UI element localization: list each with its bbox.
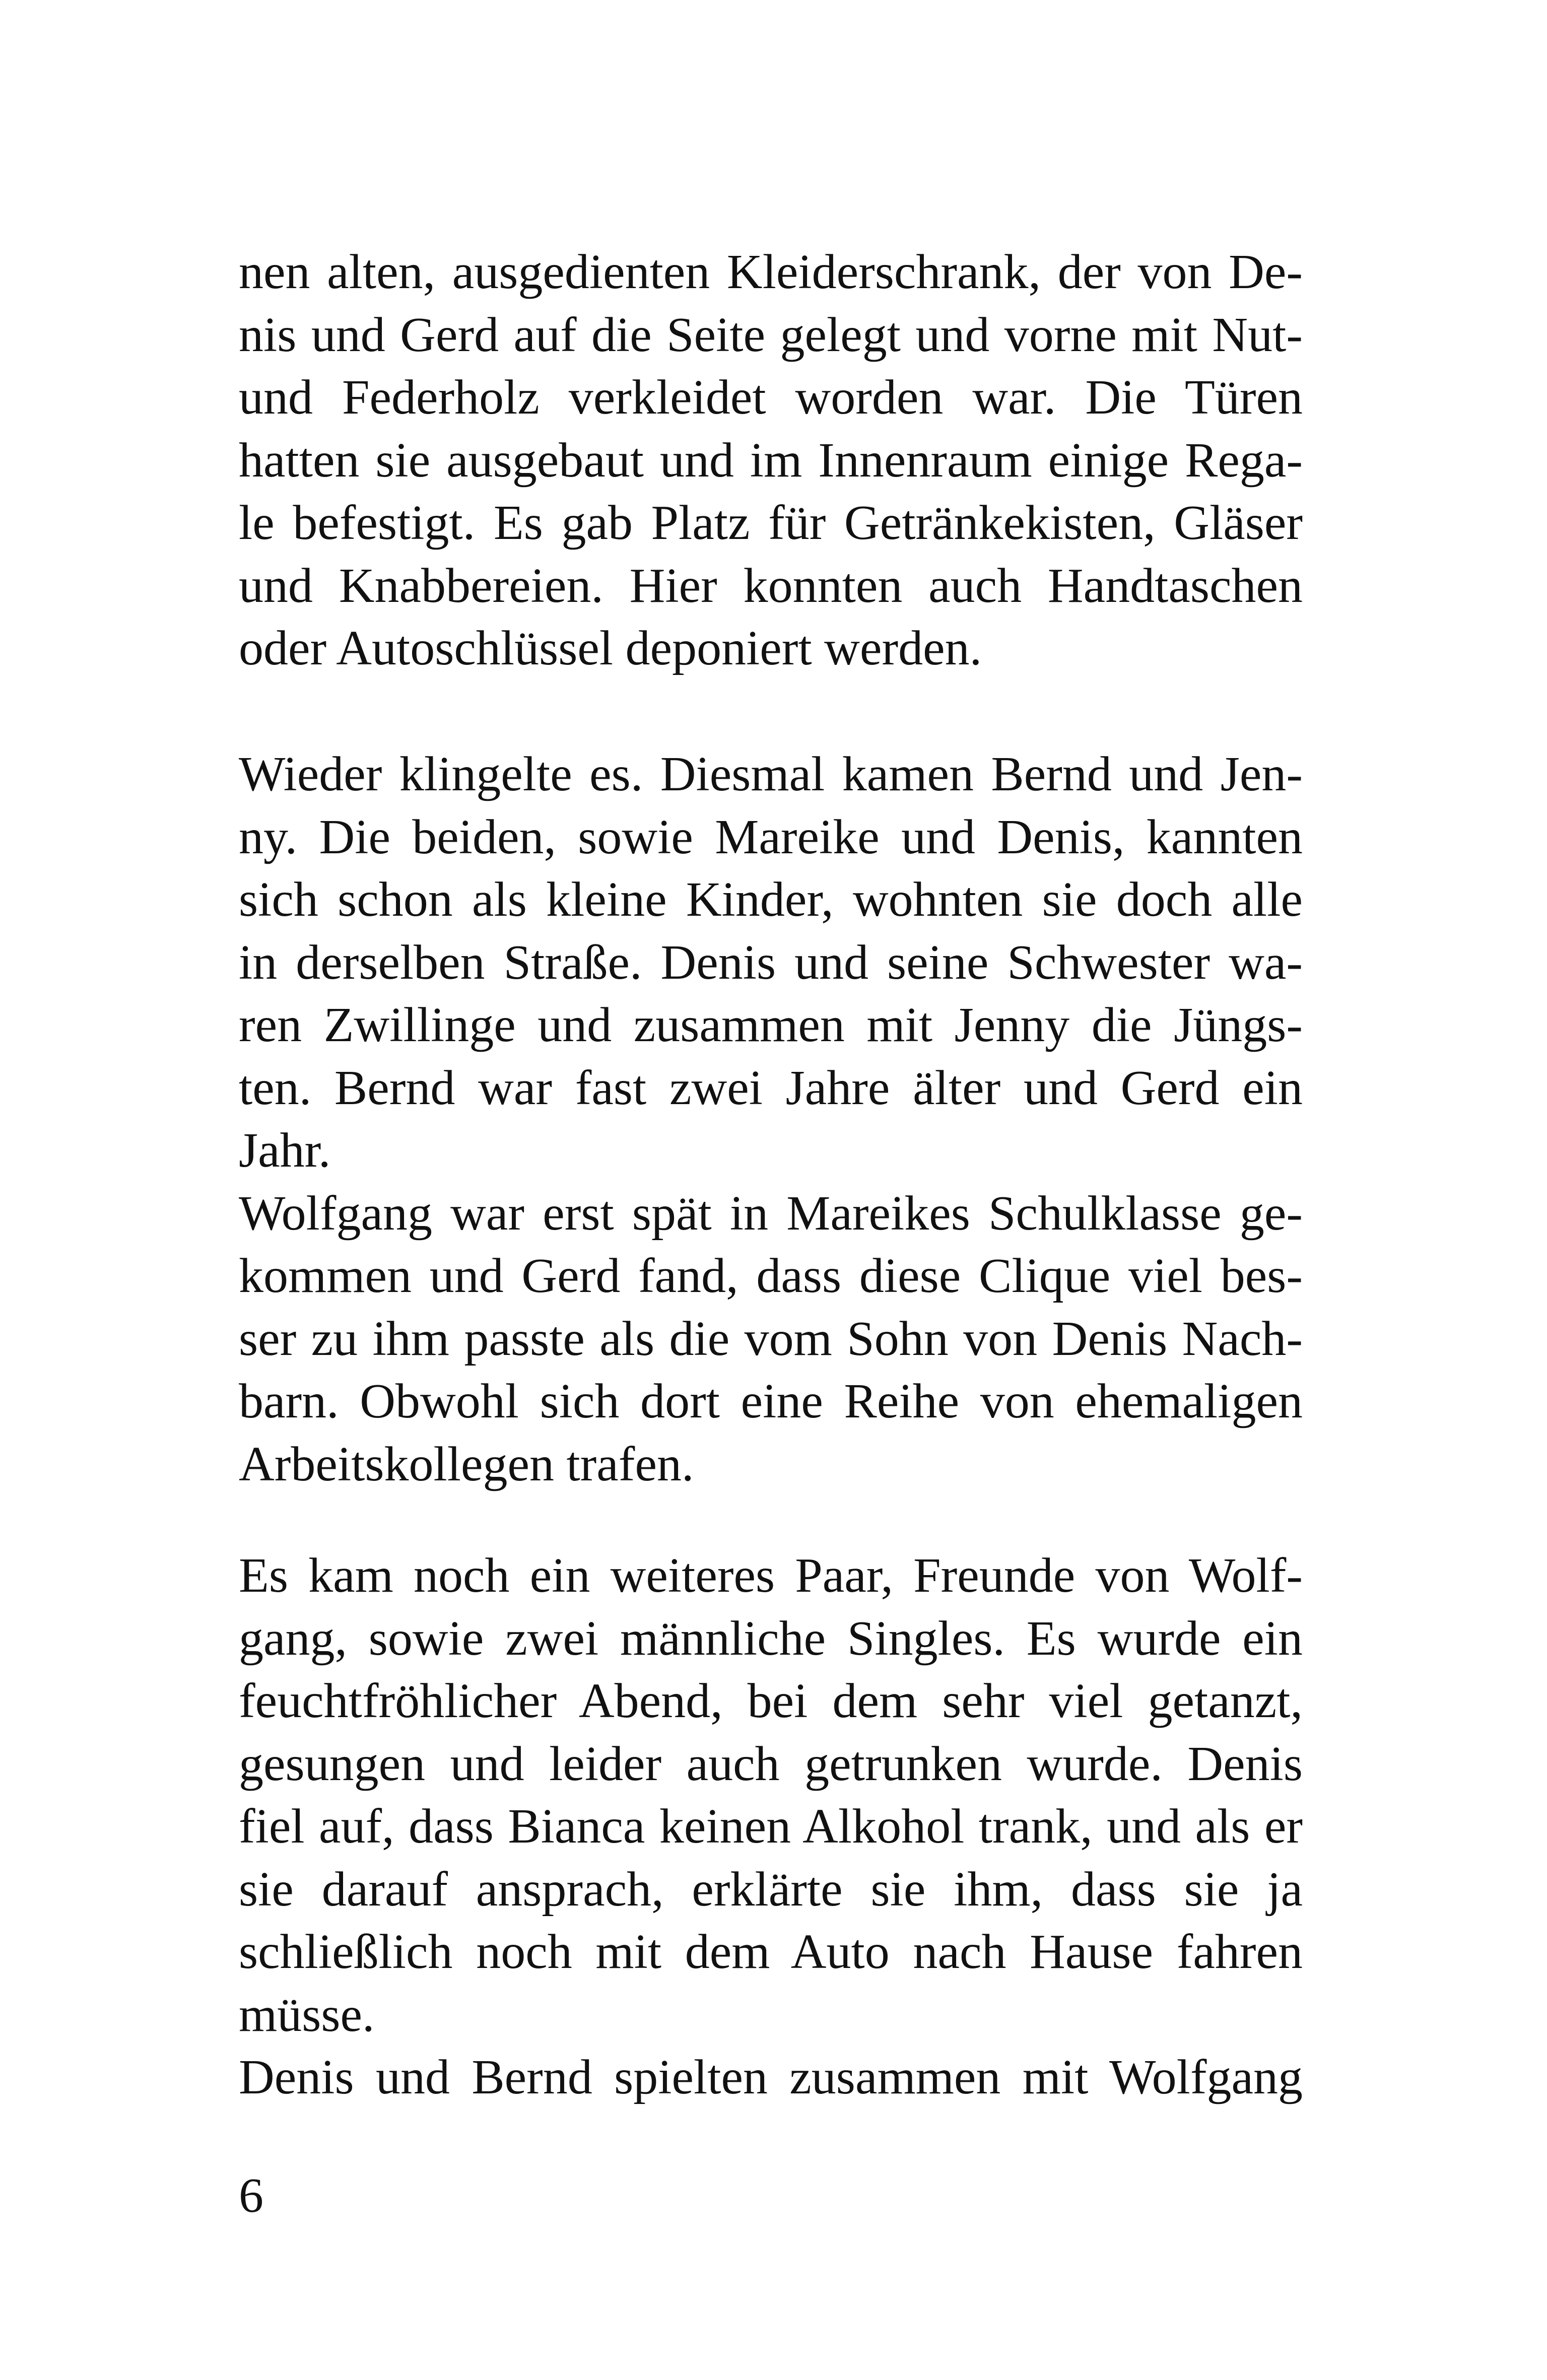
text-line: nis und Gerd auf die Seite gelegt und vorne mit Nut- xyxy=(239,307,1303,362)
text-line: sich schon als kleine Kinder, wohnten sie doch alle xyxy=(239,872,1303,927)
text-line: nen alten, ausgedienten Kleiderschrank, der von De- xyxy=(239,245,1303,299)
text-line: Wolfgang war erst spät in Mareikes Schulklasse ge- xyxy=(239,1186,1303,1241)
text-line: sie darauf ansprach, erklärte sie ihm, dass sie ja xyxy=(239,1862,1303,1917)
text-line: ten. Bernd war fast zwei Jahre älter und Gerd ein xyxy=(239,1060,1303,1115)
text-line: gesungen und leider auch getrunken wurde. Denis xyxy=(239,1736,1303,1791)
text-line: Wieder klingelte es. Diesmal kamen Bernd und Jen- xyxy=(239,747,1303,801)
text-line: ser zu ihm passte als die vom Sohn von Denis Nach- xyxy=(239,1311,1303,1366)
text-line: Denis und Bernd spielten zusammen mit Wolfgang xyxy=(239,2050,1303,2104)
text-line: schließlich noch mit dem Auto nach Hause fahren xyxy=(239,1925,1303,1979)
paragraph-3 xyxy=(239,1544,1303,2109)
text-line: fiel auf, dass Bianca keinen Alkohol trank, und als er xyxy=(239,1799,1303,1854)
paragraph-1 xyxy=(239,241,1303,680)
paragraph-2 xyxy=(239,743,1303,1495)
text-line: Jahr. xyxy=(239,1123,331,1178)
text-line: und Knabbereien. Hier konnten auch Handtaschen xyxy=(239,558,1303,613)
text-line: feuchtfröhlicher Abend, bei dem sehr viel getanzt, xyxy=(239,1674,1303,1728)
text-line: gang, sowie zwei männliche Singles. Es wurde ein xyxy=(239,1611,1303,1666)
text-line: oder Autoschlüssel deponiert werden. xyxy=(239,621,982,675)
text-line: müsse. xyxy=(239,1987,375,2042)
text-line: ren Zwillinge und zusammen mit Jenny die Jüngs- xyxy=(239,998,1303,1052)
text-line: Es kam noch ein weiteres Paar, Freunde von Wolf- xyxy=(239,1548,1303,1603)
text-line: in derselben Straße. Denis und seine Schwester wa- xyxy=(239,935,1303,990)
text-line: kommen und Gerd fand, dass diese Clique viel bes- xyxy=(239,1249,1303,1303)
text-line: le befestigt. Es gab Platz für Getränkekisten, Gläser xyxy=(239,496,1303,550)
page-number: 6 xyxy=(239,2168,263,2223)
text-line: ny. Die beiden, sowie Mareike und Denis, kannten xyxy=(239,809,1303,864)
text-line: hatten sie ausgebaut und im Innenraum einige Rega- xyxy=(239,433,1303,488)
text-line: und Federholz verkleidet worden war. Die Türen xyxy=(239,370,1303,425)
text-line: barn. Obwohl sich dort eine Reihe von ehemaligen xyxy=(239,1374,1303,1429)
text-line: Arbeitskollegen trafen. xyxy=(239,1437,694,1491)
